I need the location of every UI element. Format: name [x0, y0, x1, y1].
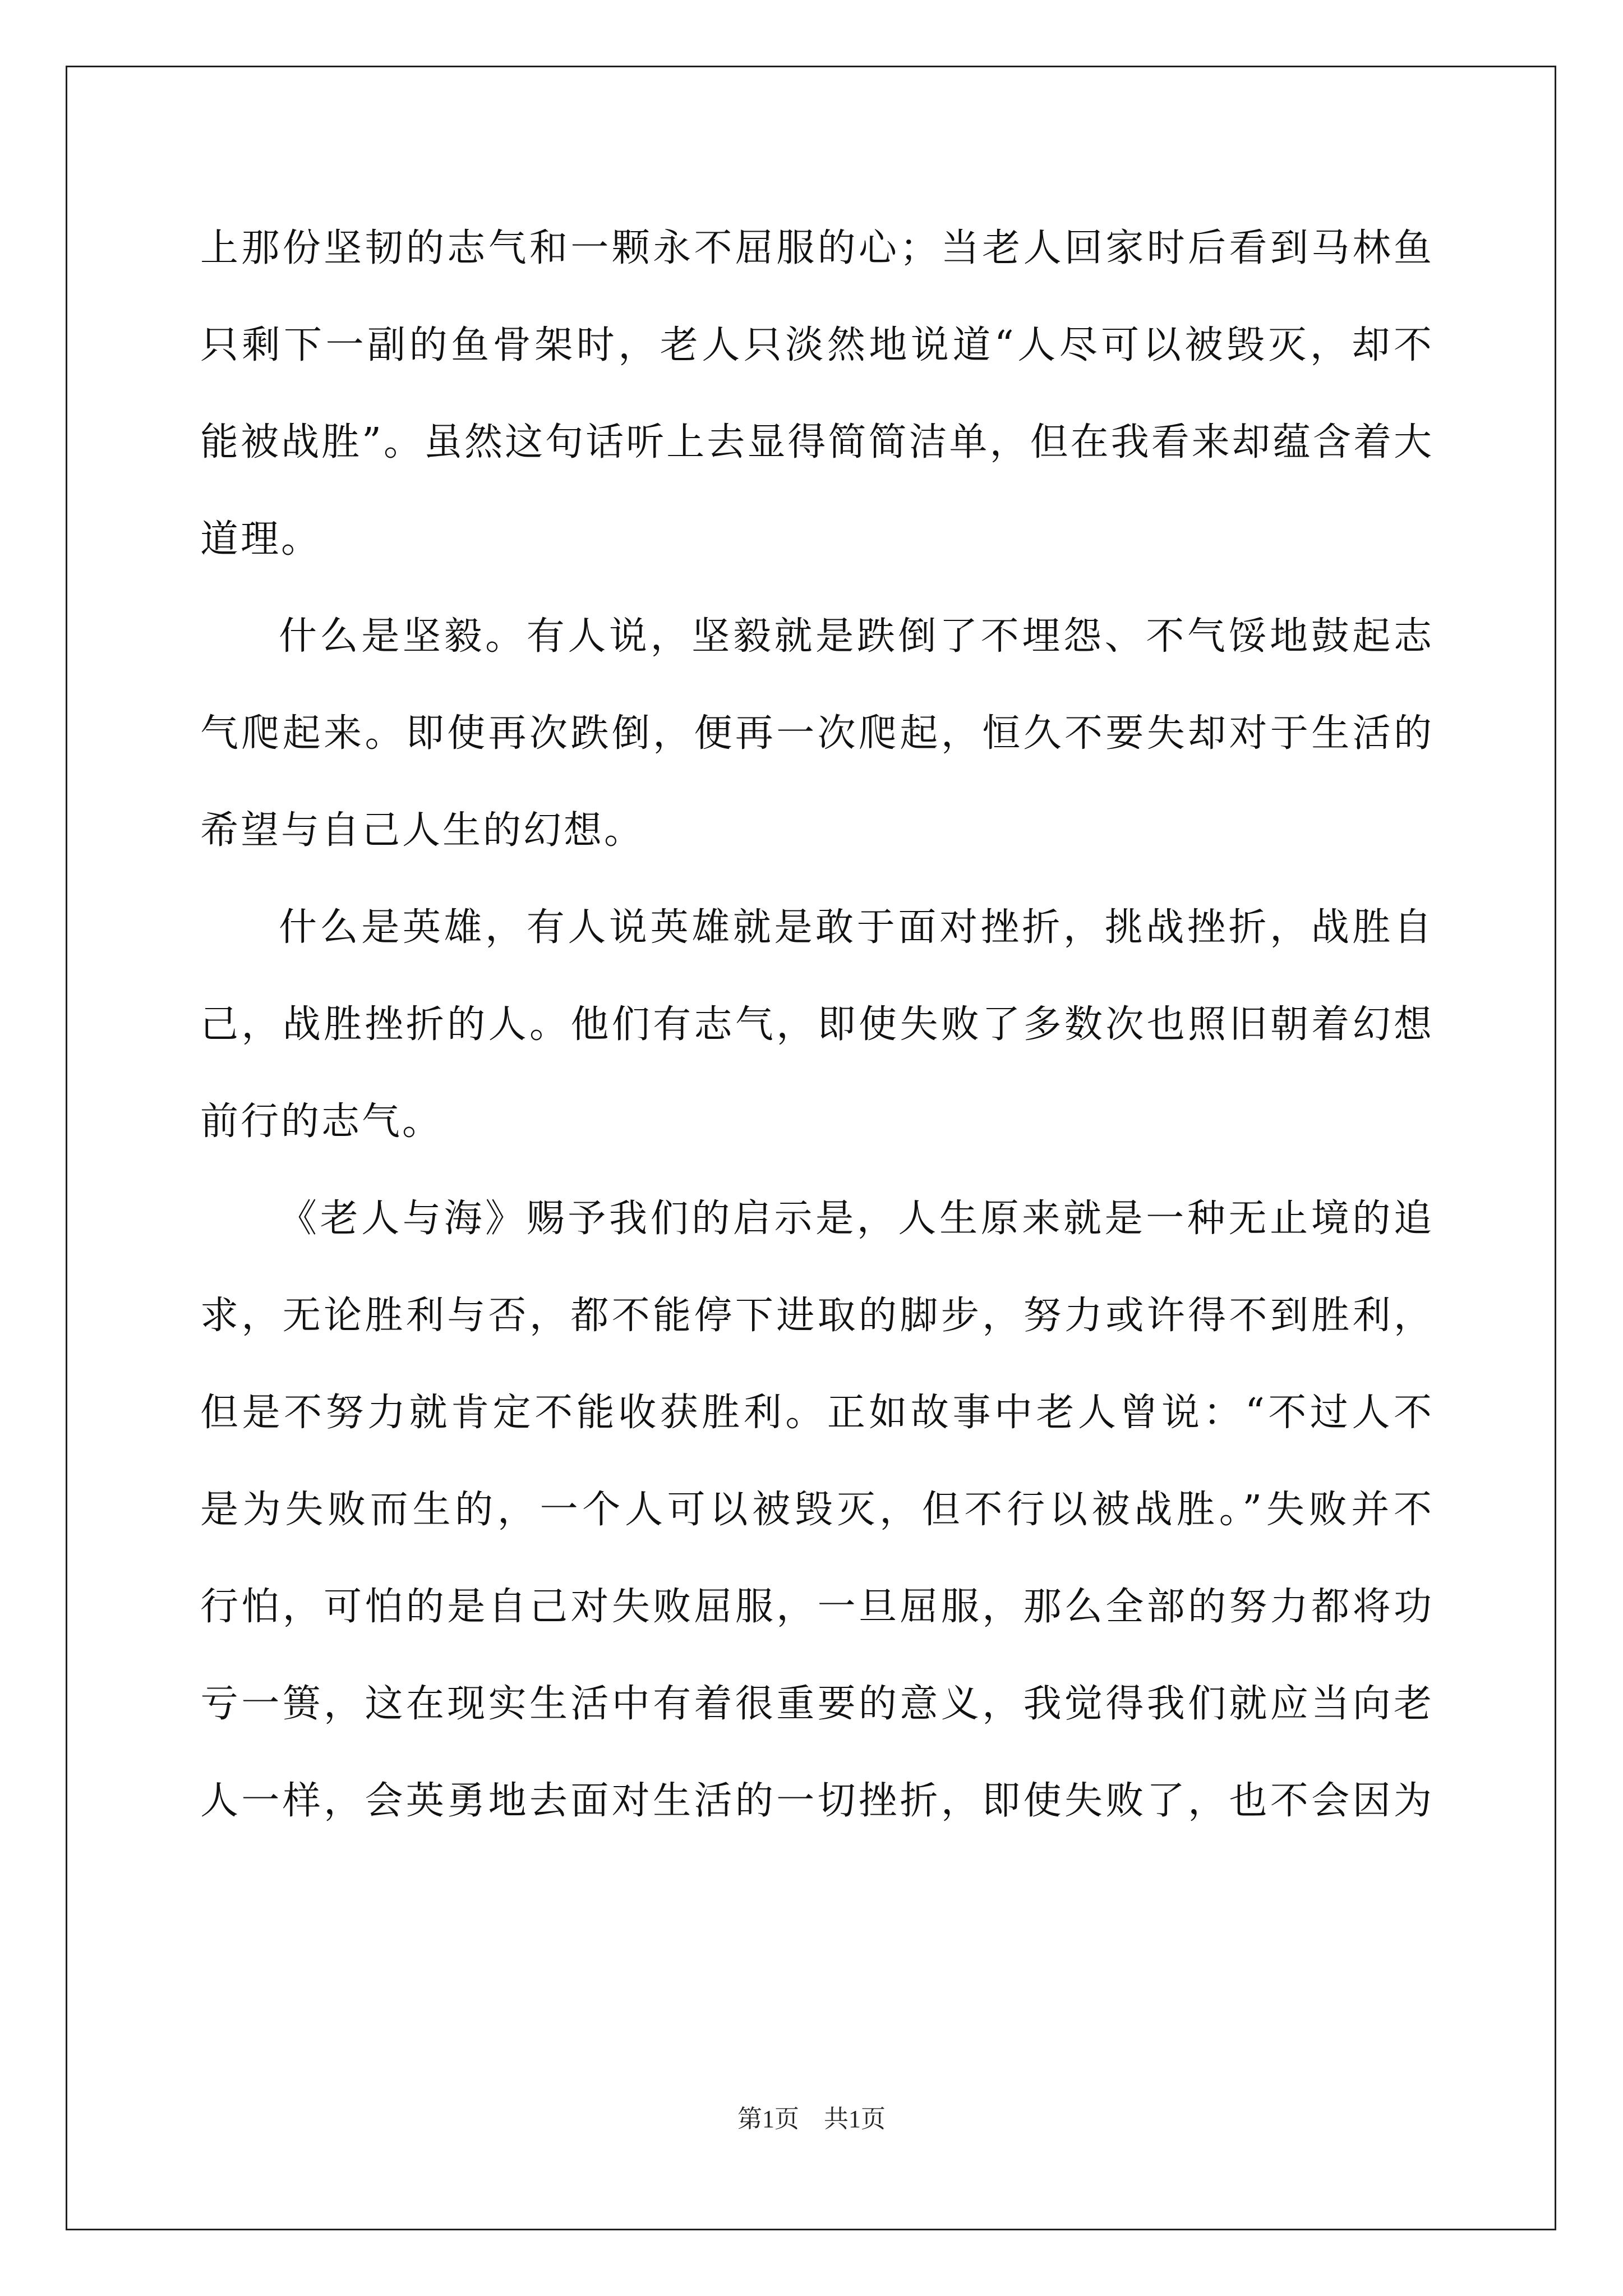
text-line: 只剩下一副的鱼骨架时，老人只淡然地说道“人尽可以被毁灭，却不: [200, 323, 1434, 367]
paragraph-first-line: 什么是坚毅。有人说，坚毅就是跌倒了不埋怨、不气馁地鼓起志: [279, 614, 1434, 659]
text-line: 上那份坚韧的志气和一颗永不屈服的心；当老人回家时后看到马林鱼: [200, 226, 1434, 270]
text-line: 求，无论胜利与否，都不能停下进取的脚步，努力或许得不到胜利，: [200, 1294, 1434, 1338]
text-line: 亏一篑，这在现实生活中有着很重要的意义，我觉得我们就应当向老: [200, 1682, 1434, 1726]
text-line: 但是不努力就肯定不能收获胜利。正如故事中老人曾说：“不过人不: [200, 1391, 1434, 1435]
text-line: 能被战胜”。虽然这句话听上去显得简简洁单，但在我看来却蕴含着大: [200, 420, 1434, 464]
text-line: 己，战胜挫折的人。他们有志气，即使失败了多数次也照旧朝着幻想: [200, 1002, 1434, 1047]
paragraph-first-line: 什么是英雄，有人说英雄就是敢于面对挫折，挑战挫折，战胜自: [279, 905, 1434, 950]
text-line: 行怕，可怕的是自己对失败屈服，一旦屈服，那么全部的努力都将功: [200, 1585, 1434, 1629]
page-border: [66, 66, 1556, 2230]
paragraph-first-line: 《老人与海》赐予我们的启示是，人生原来就是一种无止境的追: [279, 1197, 1434, 1241]
page-number: 第1页 共1页: [737, 2105, 886, 2133]
text-line: 前行的志气。: [200, 1099, 443, 1144]
text-line: 是为失败而生的，一个人可以被毁灭，但不行以被战胜。”失败并不: [200, 1488, 1434, 1532]
text-line: 人一样，会英勇地去面对生活的一切挫折，即使失败了，也不会因为: [200, 1779, 1434, 1823]
text-line: 希望与自己人生的幻想。: [200, 808, 645, 853]
page-footer: [0, 2102, 1623, 2136]
text-line: 道理。: [200, 517, 322, 562]
text-line: 气爬起来。即使再次跌倒，便再一次爬起，恒久不要失却对于生活的: [200, 711, 1434, 756]
